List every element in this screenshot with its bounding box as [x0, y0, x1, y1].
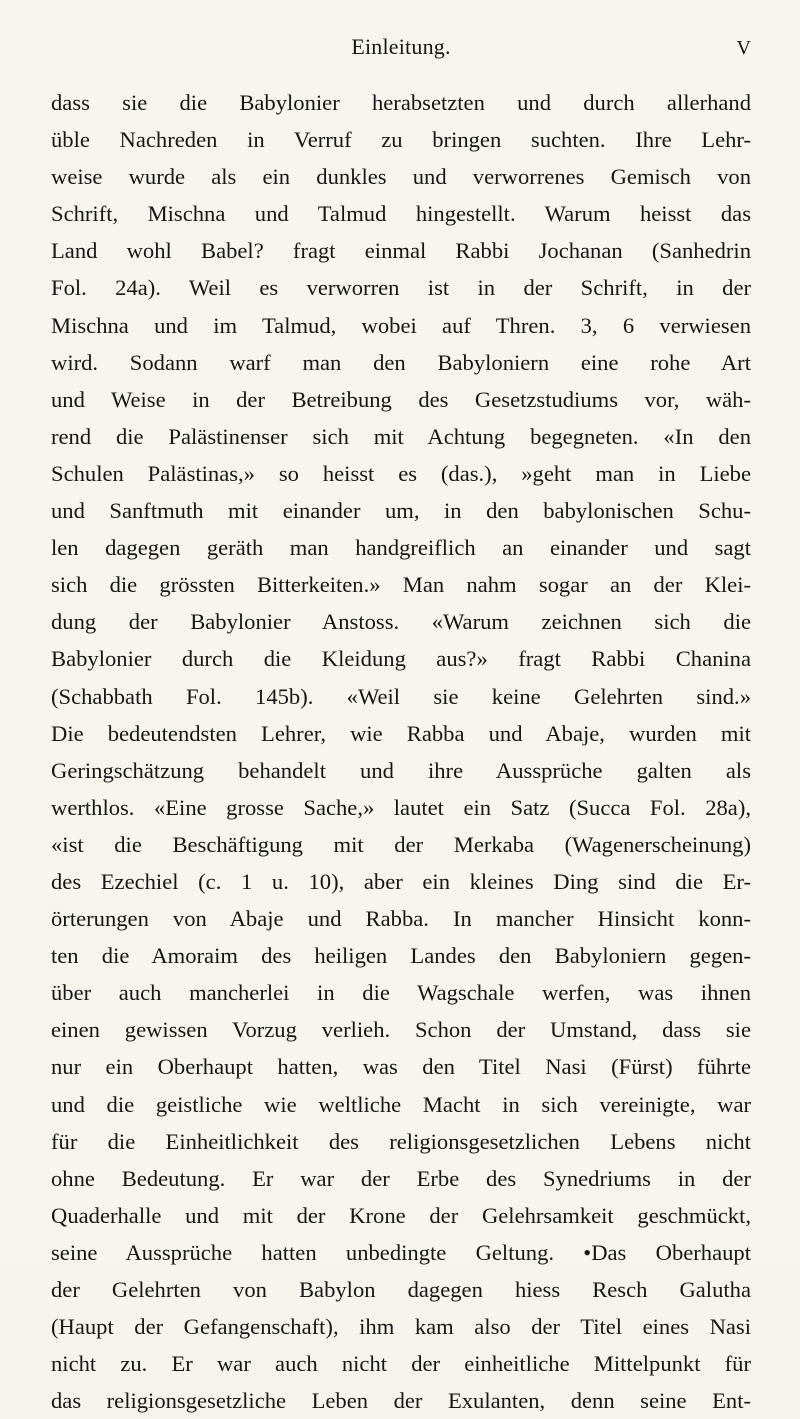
- text-line: Schulen Palästinas,» so heisst es (das.), »geht man in Liebe: [51, 460, 751, 486]
- text-line: sich die grössten Bitterkeiten.» Man nahm sogar an der Klei-: [51, 572, 751, 598]
- text-line: und Weise in der Betreibung des Gesetzstudiums vor, wäh-: [51, 386, 751, 412]
- text-line: des Ezechiel (c. 1 u. 10), aber ein kleines Ding sind die Er-: [51, 868, 751, 894]
- text-line: rend die Palästinenser sich mit Achtung begegneten. «In den: [51, 423, 751, 449]
- text-line: einen gewissen Vorzug verlieh. Schon der Umstand, dass sie: [51, 1017, 751, 1043]
- chapter-title: Einleitung.: [351, 34, 451, 59]
- text-line: und Sanftmuth mit einander um, in den babylonischen Schu-: [51, 498, 751, 524]
- text-line: Quaderhalle und mit der Krone der Gelehrsamkeit geschmückt,: [51, 1202, 751, 1228]
- text-line: Land wohl Babel? fragt einmal Rabbi Jochanan (Sanhedrin: [51, 238, 751, 264]
- text-line: über auch mancherlei in die Wagschale werfen, was ihnen: [51, 980, 751, 1006]
- page-number: V: [736, 37, 751, 59]
- text-line: seine Aussprüche hatten unbedingte Geltung. •Das Oberhaupt: [51, 1239, 751, 1265]
- running-head: [51, 34, 751, 64]
- text-line: dass sie die Babylonier herabsetzten und durch allerhand: [51, 90, 751, 115]
- text-line: nur ein Oberhaupt hatten, was den Titel Nasi (Fürst) führte: [51, 1054, 751, 1080]
- text-line: das religionsgesetzliche Leben der Exulanten, denn seine Ent-: [51, 1388, 751, 1414]
- text-line: weise wurde als ein dunkles und verworrenes Gemisch von: [51, 164, 751, 190]
- text-line: Babylonier durch die Kleidung aus?» fragt Rabbi Chanina: [51, 646, 751, 672]
- text-line: Fol. 24a). Weil es verworren ist in der Schrift, in der: [51, 275, 751, 301]
- text-line: üble Nachreden in Verruf zu bringen suchten. Ihre Lehr-: [51, 127, 751, 153]
- text-line: wird. Sodann warf man den Babyloniern eine rohe Art: [51, 349, 751, 375]
- text-line: «ist die Beschäftigung mit der Merkaba (Wagenerscheinung): [51, 831, 751, 857]
- text-line: Mischna und im Talmud, wobei auf Thren. 3, 6 verwiesen: [51, 312, 751, 338]
- text-line: und die geistliche wie weltliche Macht in sich vereinigte, war: [51, 1091, 751, 1117]
- text-line: Geringschätzung behandelt und ihre Aussprüche galten als: [51, 757, 751, 783]
- text-line: örterungen von Abaje und Rabba. In mancher Hinsicht konn-: [51, 906, 751, 932]
- text-line: Schrift, Mischna und Talmud hingestellt. Warum heisst das: [51, 201, 751, 227]
- body-text: [51, 84, 751, 1419]
- text-line: (Haupt der Gefangenschaft), ihm kam also der Titel eines Nasi: [51, 1314, 751, 1340]
- text-line: len dagegen geräth man handgreiflich an einander und sagt: [51, 535, 751, 561]
- text-line: werthlos. «Eine grosse Sache,» lautet ein Satz (Succa Fol. 28a),: [51, 794, 751, 820]
- text-line: für die Einheitlichkeit des religionsgesetzlichen Lebens nicht: [51, 1128, 751, 1154]
- text-line: dung der Babylonier Anstoss. «Warum zeichnen sich die: [51, 609, 751, 635]
- text-line: (Schabbath Fol. 145b). «Weil sie keine Gelehrten sind.»: [51, 683, 751, 709]
- text-line: ten die Amoraim des heiligen Landes den Babyloniern gegen-: [51, 943, 751, 969]
- text-line: ohne Bedeutung. Er war der Erbe des Synedriums in der: [51, 1165, 751, 1191]
- text-line: der Gelehrten von Babylon dagegen hiess Resch Galutha: [51, 1277, 751, 1302]
- text-line: nicht zu. Er war auch nicht der einheitliche Mittelpunkt für: [51, 1351, 751, 1377]
- text-line: Die bedeutendsten Lehrer, wie Rabba und Abaje, wurden mit: [51, 720, 751, 746]
